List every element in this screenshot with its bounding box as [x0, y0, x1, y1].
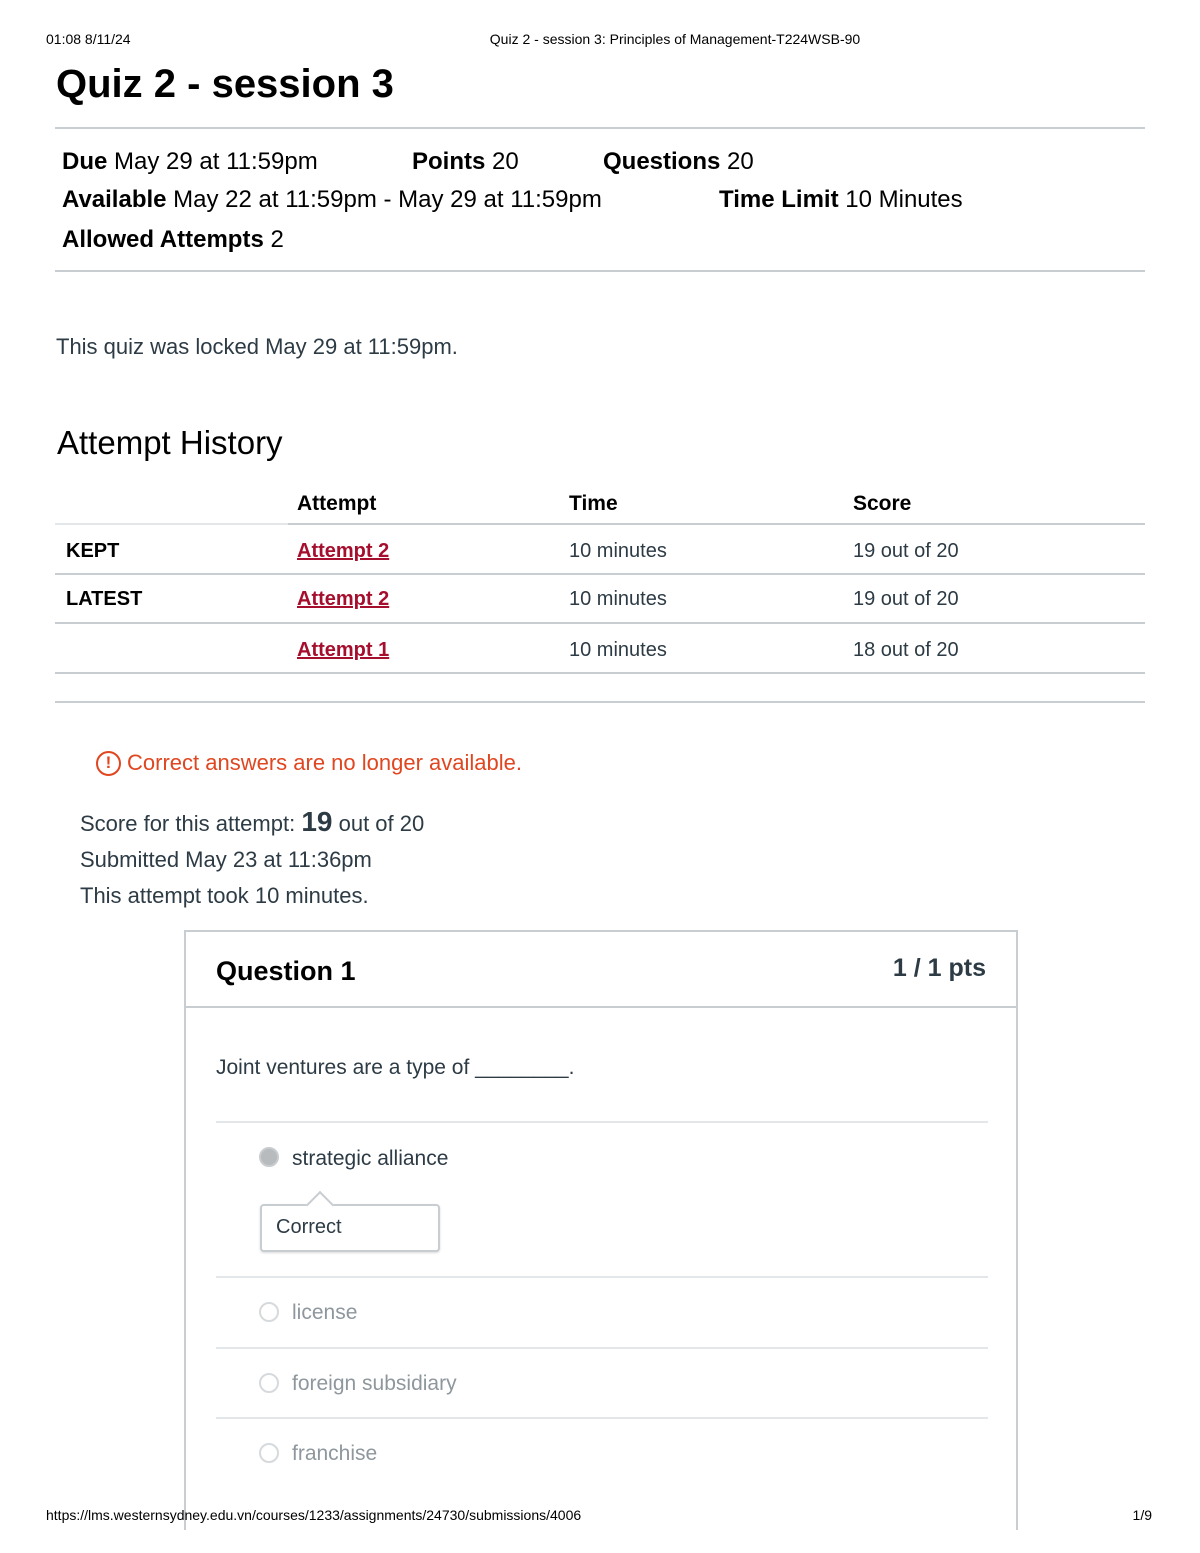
print-title: Quiz 2 - session 3: Principles of Management-T224WSB-90: [489, 31, 861, 47]
available-info: [62, 186, 602, 214]
print-footer: [0, 1507, 1200, 1525]
answers-unavailable-alert: [96, 750, 522, 776]
answer-radio: [259, 1373, 279, 1393]
table-row-line: [55, 672, 1145, 674]
attempt-score: 19 out of 20: [853, 588, 959, 610]
warning-icon: !: [96, 751, 121, 776]
score-value: 19: [301, 806, 333, 837]
question-text: Joint ventures are a type of ________.: [216, 1056, 575, 1079]
correct-feedback-text: Correct: [276, 1216, 342, 1238]
points-label: Points: [412, 148, 486, 175]
allowed-attempts-value: 2: [270, 226, 284, 253]
answer-option: franchise: [292, 1442, 378, 1465]
answer-divider: [216, 1347, 988, 1349]
table-row-line: [55, 622, 1145, 624]
allowed-attempts-info: [62, 226, 284, 254]
question-card: [184, 930, 1018, 1530]
attempt-time: 10 minutes: [569, 540, 667, 562]
answer-divider: [216, 1417, 988, 1419]
duration-line: This attempt took 10 minutes.: [80, 883, 369, 908]
page-number: 1/9: [1132, 1507, 1152, 1523]
question-header: [186, 932, 1016, 1008]
attempt-1-link[interactable]: Attempt 1: [297, 639, 390, 661]
warning-text: Correct answers are no longer available.: [127, 750, 522, 775]
table-row-line: [55, 573, 1145, 575]
allowed-attempts-label: Allowed Attempts: [62, 226, 264, 253]
attempt-score: 19 out of 20: [853, 540, 959, 562]
attempt-2-link-latest[interactable]: Attempt 2: [297, 588, 390, 610]
score-prefix: Score for this attempt:: [80, 811, 296, 836]
time-limit-label: Time Limit: [719, 186, 839, 213]
answer-radio-selected: [259, 1147, 279, 1167]
correct-feedback-tooltip: [260, 1204, 440, 1252]
attempt-score-line: [80, 806, 424, 838]
points-value: 20: [492, 148, 519, 175]
answer-radio: [259, 1302, 279, 1322]
questions-label: Questions: [603, 148, 721, 175]
column-header-time: Time: [569, 492, 618, 515]
due-value: May 29 at 11:59pm: [114, 148, 318, 175]
score-suffix: out of 20: [338, 811, 425, 836]
available-label: Available: [62, 186, 167, 213]
due-info: [62, 148, 318, 176]
answer-divider: [216, 1121, 988, 1123]
column-header-attempt: Attempt: [297, 492, 377, 515]
divider: [55, 701, 1145, 703]
question-title: Question 1: [216, 956, 356, 986]
locked-notice: This quiz was locked May 29 at 11:59pm.: [56, 334, 458, 359]
attempt-time: 10 minutes: [569, 639, 667, 661]
divider: [55, 127, 1145, 129]
questions-info: [603, 148, 754, 176]
page-title: Quiz 2 - session 3: [56, 62, 394, 106]
answer-divider: [216, 1276, 988, 1278]
attempt-history-title: Attempt History: [57, 424, 283, 461]
answer-radio: [259, 1443, 279, 1463]
answer-option: foreign subsidiary: [292, 1372, 457, 1395]
available-value: May 22 at 11:59pm - May 29 at 11:59pm: [173, 186, 602, 213]
answer-option: strategic alliance: [292, 1147, 449, 1170]
answer-option: license: [292, 1301, 358, 1324]
due-label: Due: [62, 148, 108, 175]
submitted-line: Submitted May 23 at 11:36pm: [80, 847, 372, 872]
attempt-time: 10 minutes: [569, 588, 667, 610]
print-header: [0, 31, 1200, 49]
table-header-line: [288, 523, 1145, 525]
attempt-row-label-kept: KEPT: [66, 540, 120, 562]
question-points: 1 / 1 pts: [892, 954, 986, 982]
time-limit-value: 10 Minutes: [845, 186, 963, 213]
points-info: [412, 148, 519, 176]
attempt-2-link-kept[interactable]: Attempt 2: [297, 540, 390, 562]
questions-value: 20: [727, 148, 754, 175]
attempt-score: 18 out of 20: [853, 639, 959, 661]
print-url: https://lms.westernsydney.edu.vn/courses/1233/assignments/24730/submissions/4006: [46, 1507, 582, 1523]
print-datetime: 01:08 8/11/24: [46, 31, 131, 47]
divider: [55, 270, 1145, 272]
column-header-score: Score: [853, 492, 912, 515]
time-limit-info: [719, 186, 963, 214]
attempt-row-label-latest: LATEST: [66, 588, 143, 610]
